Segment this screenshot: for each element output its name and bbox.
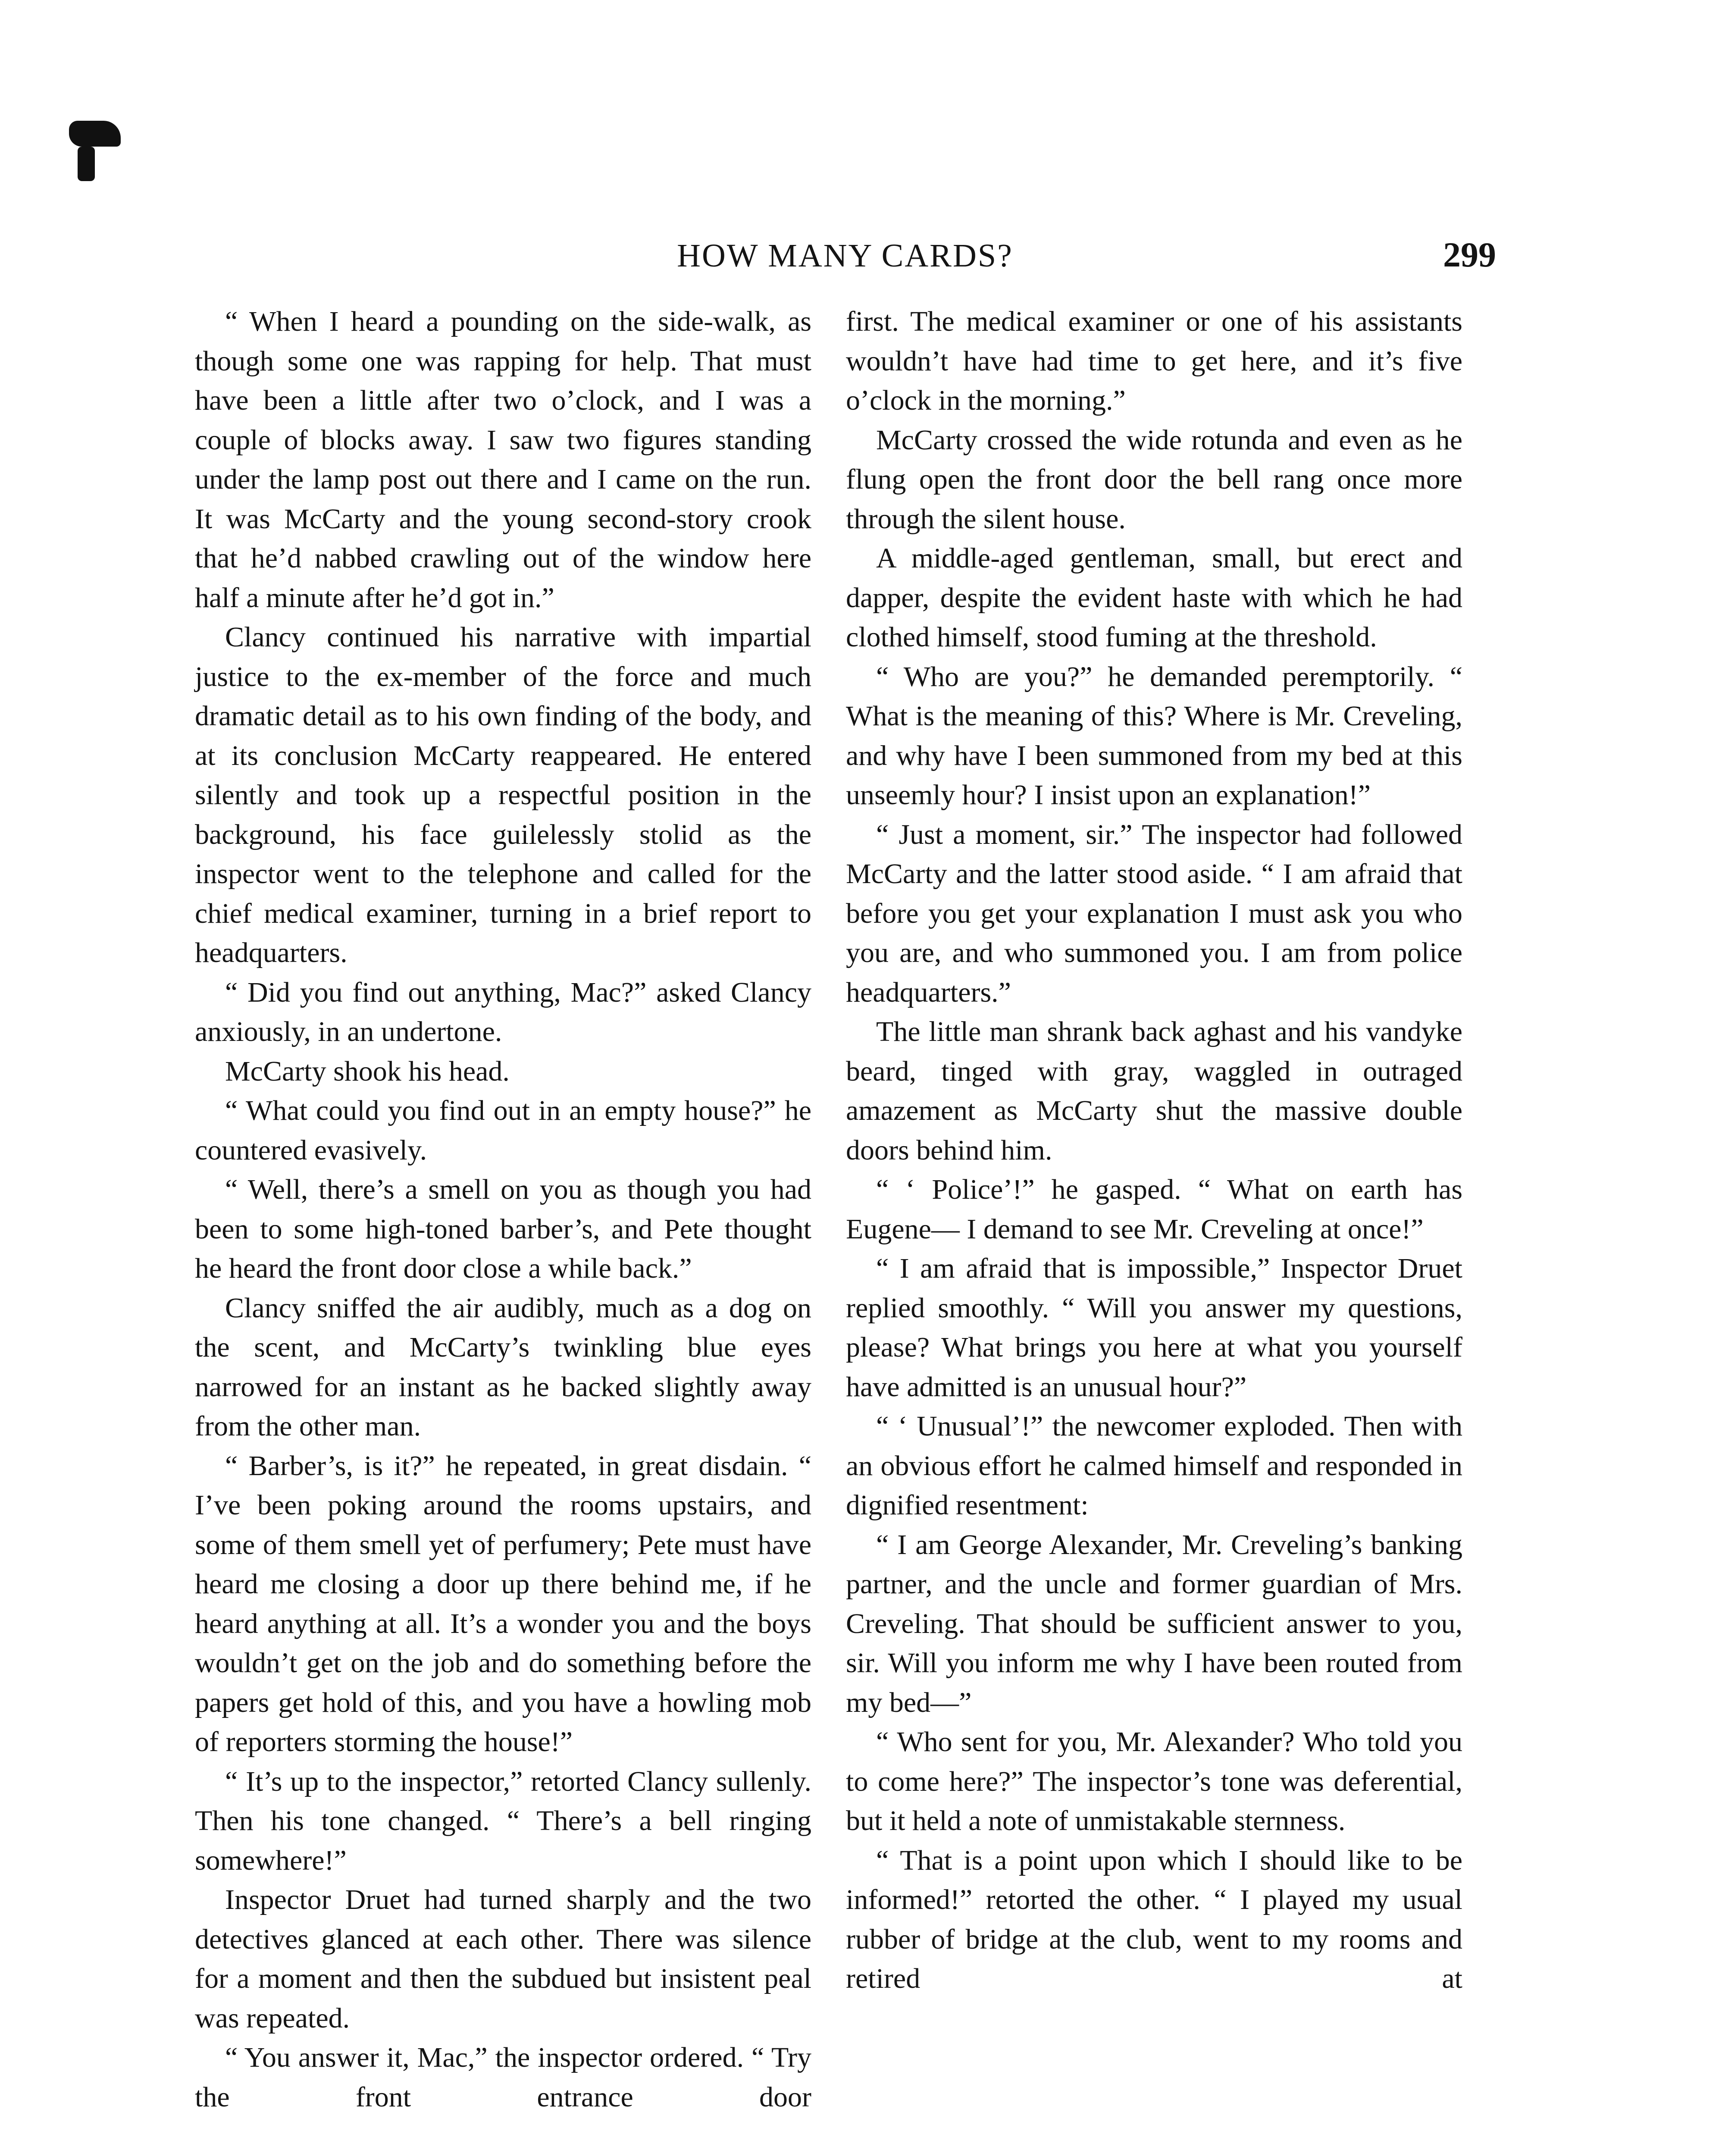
paragraph: “ I am George Alexander, Mr. Creveling’s banking partner, and the uncle and former guardian of Mrs. Creveling. That should be sufficient answer to you, sir. Will you inform me why I have been routed from my bed—” [846,1529,1462,1718]
paragraph: first. The medical examiner or one of his assistants wouldn’t have had time to get here, and it’s five o’clock in the morning.” [846,306,1462,416]
paragraph: “ Barber’s, is it?” he repeated, in great disdain. “ I’ve been poking around the rooms upstairs, and some of them smell yet of perfumery; Pete must have heard me closing a door up there behind me, if he heard anything at all. It’s a wonder you and the boys wouldn’t get on the job and do something before the papers get hold of this, and you have a howling mob of reporters storming the house!” [195,1450,811,1758]
paragraph: “ Who sent for you, Mr. Alexander? Who told you to come here?” The inspector’s tone was deferential, but it held a note of unmistakable sternness. [846,1726,1462,1836]
paragraph: “ ‘ Police’!” he gasped. “ What on earth has Eugene— I demand to see Mr. Creveling at once!” [846,1174,1462,1245]
right-column [846,302,1462,1999]
paragraph: “ Just a moment, sir.” The inspector had followed McCarty and the latter stood aside. “ I am afraid that before you get your explanation I must ask you who you are, and who summoned you. I am from police headquarters.” [846,818,1462,1008]
page-number: 299 [1443,235,1496,274]
paragraph: The little man shrank back aghast and his vandyke beard, tinged with gray, waggled in outraged amazement as McCarty shut the massive double doors behind him. [846,1016,1462,1166]
page-header [194,233,1496,280]
paragraph: “ Did you find out anything, Mac?” asked Clancy anxiously, in an undertone. [195,976,811,1047]
paragraph: “ When I heard a pounding on the side-walk, as though some one was rapping for help. That must have been a little after two o’clock, and I was a couple of blocks away. I saw two figures standing under the lamp post out there and I came on the run. It was McCarty and the young second-story crook that he’d nabbed crawling out of the window here half a minute after he’d got in.” [195,306,811,614]
paragraph: “ You answer it, Mac,” the inspector ordered. “ Try the front entrance door [195,2042,811,2113]
paragraph: McCarty crossed the wide rotunda and even as he flung open the front door the bell rang once more through the silent house. [846,424,1462,535]
left-column [195,302,811,2117]
paragraph: “ I am afraid that is impossible,” Inspector Druet replied smoothly. “ Will you answer my questions, please? What brings you here at what you yourself have admitted is an unusual hour?” [846,1253,1462,1403]
paragraph: “ What could you find out in an empty house?” he countered evasively. [195,1095,811,1166]
paragraph: “ Who are you?” he demanded peremptorily. “ What is the meaning of this? Where is Mr. Creveling, and why have I been summoned from my bed at this unseemly hour? I insist upon an explanation!” [846,661,1462,811]
paragraph: “ Well, there’s a smell on you as though you had been to some high-toned barber’s, and Pete thought he heard the front door close a while back.” [195,1174,811,1284]
paragraph: “ That is a point upon which I should like to be informed!” retorted the other. “ I played my usual rubber of bridge at the club, went to my rooms and retired at [846,1844,1462,1994]
ink-blot-top-left [69,121,121,147]
paragraph: McCarty shook his head. [225,1055,510,1087]
paragraph: “ ‘ Unusual’!” the newcomer exploded. Then with an obvious effort he calmed himself and responded in dignified resentment: [846,1410,1462,1521]
paragraph: Inspector Druet had turned sharply and the two detectives glanced at each other. There was silence for a moment and then the subdued but insistent peal was repeated. [195,1884,811,2034]
paragraph: A middle-aged gentleman, small, but erect and dapper, despite the evident haste with which he had clothed himself, stood fuming at the threshold. [846,542,1462,653]
paragraph: Clancy continued his narrative with impartial justice to the ex-member of the force and much dramatic detail as to his own finding of the body, and at its conclusion McCarty reappeared. He entered silently and took up a respectful position in the background, his face guilelessly stolid as the inspector went to the telephone and called for the chief medical examiner, turning in a brief report to headquarters. [195,621,811,968]
paragraph: Clancy sniffed the air audibly, much as a dog on the scent, and McCarty’s twinkling blue eyes narrowed for an instant as he backed slightly away from the other man. [195,1292,811,1442]
running-title: HOW MANY CARDS? [677,238,1013,274]
paragraph: “ It’s up to the inspector,” retorted Clancy sullenly. Then his tone changed. “ There’s a bell ringing somewhere!” [195,1765,811,1876]
ink-blot-top-left-2 [78,147,95,181]
